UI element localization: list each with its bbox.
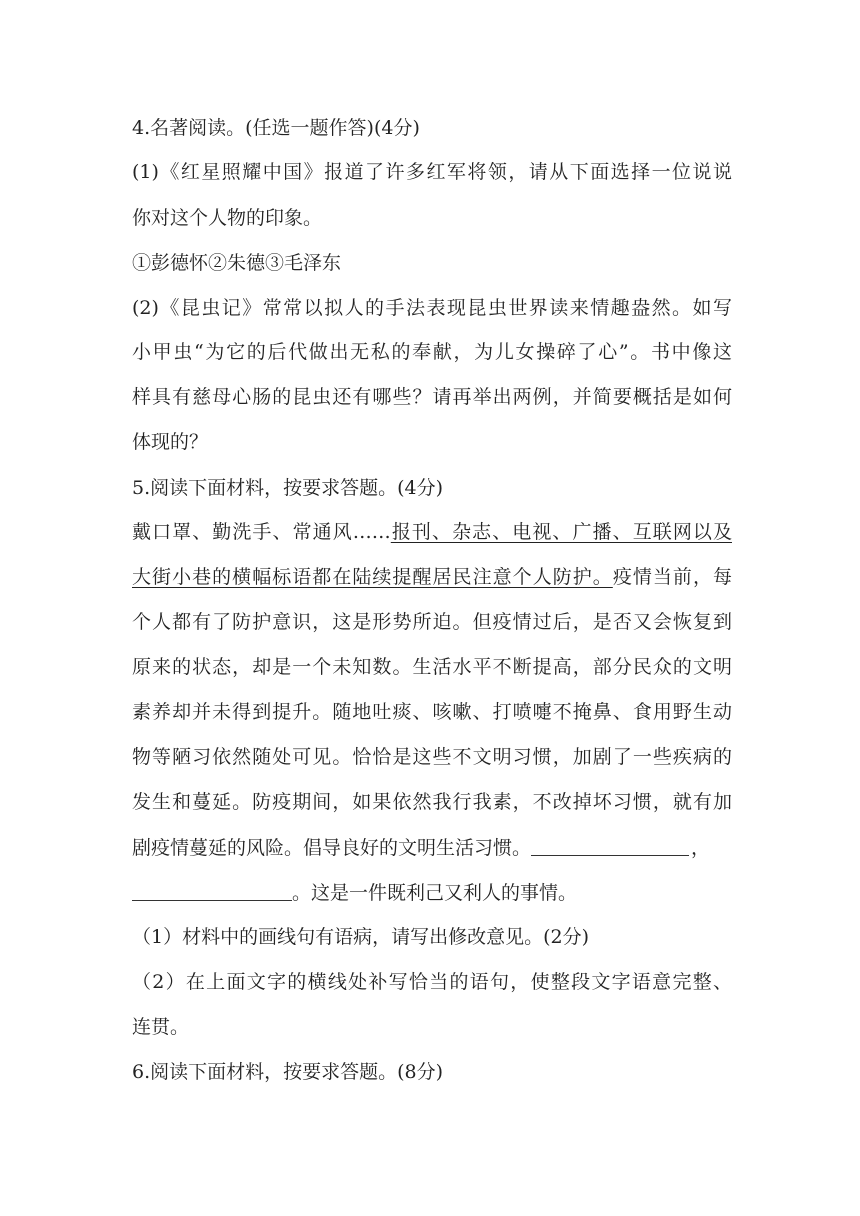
- question-5-paragraph-line-9: [132, 880, 732, 905]
- underlined-sentence-part-2: 大街小巷的横幅标语都在陆续提醒居民注意个人防护。: [132, 566, 613, 588]
- question-4-part-2-line-3: 样具有慈母心肠的昆虫还有哪些？请再举出两例，并简要概括是如何: [132, 386, 732, 408]
- answer-blank-1[interactable]: [531, 835, 689, 856]
- question-5-paragraph-line-7: 发生和蔓延。防疫期间，如果依然我行我素，不改掉坏习惯，就有加: [132, 791, 732, 813]
- question-5-paragraph-line-8: [132, 835, 732, 860]
- question-5-paragraph-line-6: 物等陋习依然随处可见。恰恰是这些不文明习惯，加剧了一些疾病的: [132, 746, 732, 768]
- question-4-part-1-line-1: (1)《红星照耀中国》报道了许多红军将领，请从下面选择一位说说: [132, 161, 732, 183]
- question-6-title: 6.阅读下面材料，按要求答题。(8分): [132, 1061, 444, 1083]
- underlined-sentence-part-1: 报刊、杂志、电视、广播、互联网以及: [390, 521, 732, 543]
- question-5-paragraph-line-4: 原来的状态，却是一个未知数。生活水平不断提高，部分民众的文明: [132, 656, 732, 678]
- question-4-title: 4.名著阅读。(任选一题作答)(4分): [132, 117, 420, 139]
- answer-blank-2[interactable]: [132, 880, 292, 901]
- question-5-title: 5.阅读下面材料，按要求答题。(4分): [132, 477, 444, 499]
- paragraph-text: 剧疫情蔓延的风险。倡导良好的文明生活习惯。: [132, 837, 532, 859]
- question-5-paragraph-line-1: [132, 520, 732, 544]
- question-4-part-2-line-1: (2)《昆虫记》常常以拟人的手法表现昆虫世界读来情趣盎然。如写: [132, 297, 732, 319]
- question-5-paragraph-line-5: 素养却并未得到提升。随地吐痰、咳嗽、打喷嚏不掩鼻、食用野生动: [132, 701, 732, 723]
- question-4-options: ①彭德怀②朱德③毛泽东: [132, 252, 342, 274]
- paragraph-text: 戴口罩、勤洗手、常通风……: [132, 521, 391, 543]
- question-4-part-2-line-2: 小甲虫“为它的后代做出无私的奉献，为儿女操碎了心”。书中像这: [132, 341, 732, 363]
- paragraph-text: 疫情当前，每: [612, 566, 732, 588]
- paragraph-text: 。这是一件既利己又利人的事情。: [292, 882, 578, 904]
- question-5-part-1: （1）材料中的画线句有语病，请写出修改意见。(2分): [132, 926, 590, 948]
- question-5-paragraph-line-3: 个人都有了防护意识，这是形势所迫。但疫情过后，是否又会恢复到: [132, 611, 732, 633]
- paragraph-text: ，: [691, 837, 711, 859]
- question-4-part-1-line-2: 你对这个人物的印象。: [132, 207, 323, 229]
- question-5-part-2-line-1: （2）在上面文字的横线处补写恰当的语句，使整段文字语意完整、: [132, 971, 732, 993]
- question-5-part-2-line-2: 连贯。: [132, 1016, 190, 1038]
- question-4-part-2-line-4: 体现的？: [132, 431, 209, 453]
- question-5-paragraph-line-2: [132, 565, 732, 589]
